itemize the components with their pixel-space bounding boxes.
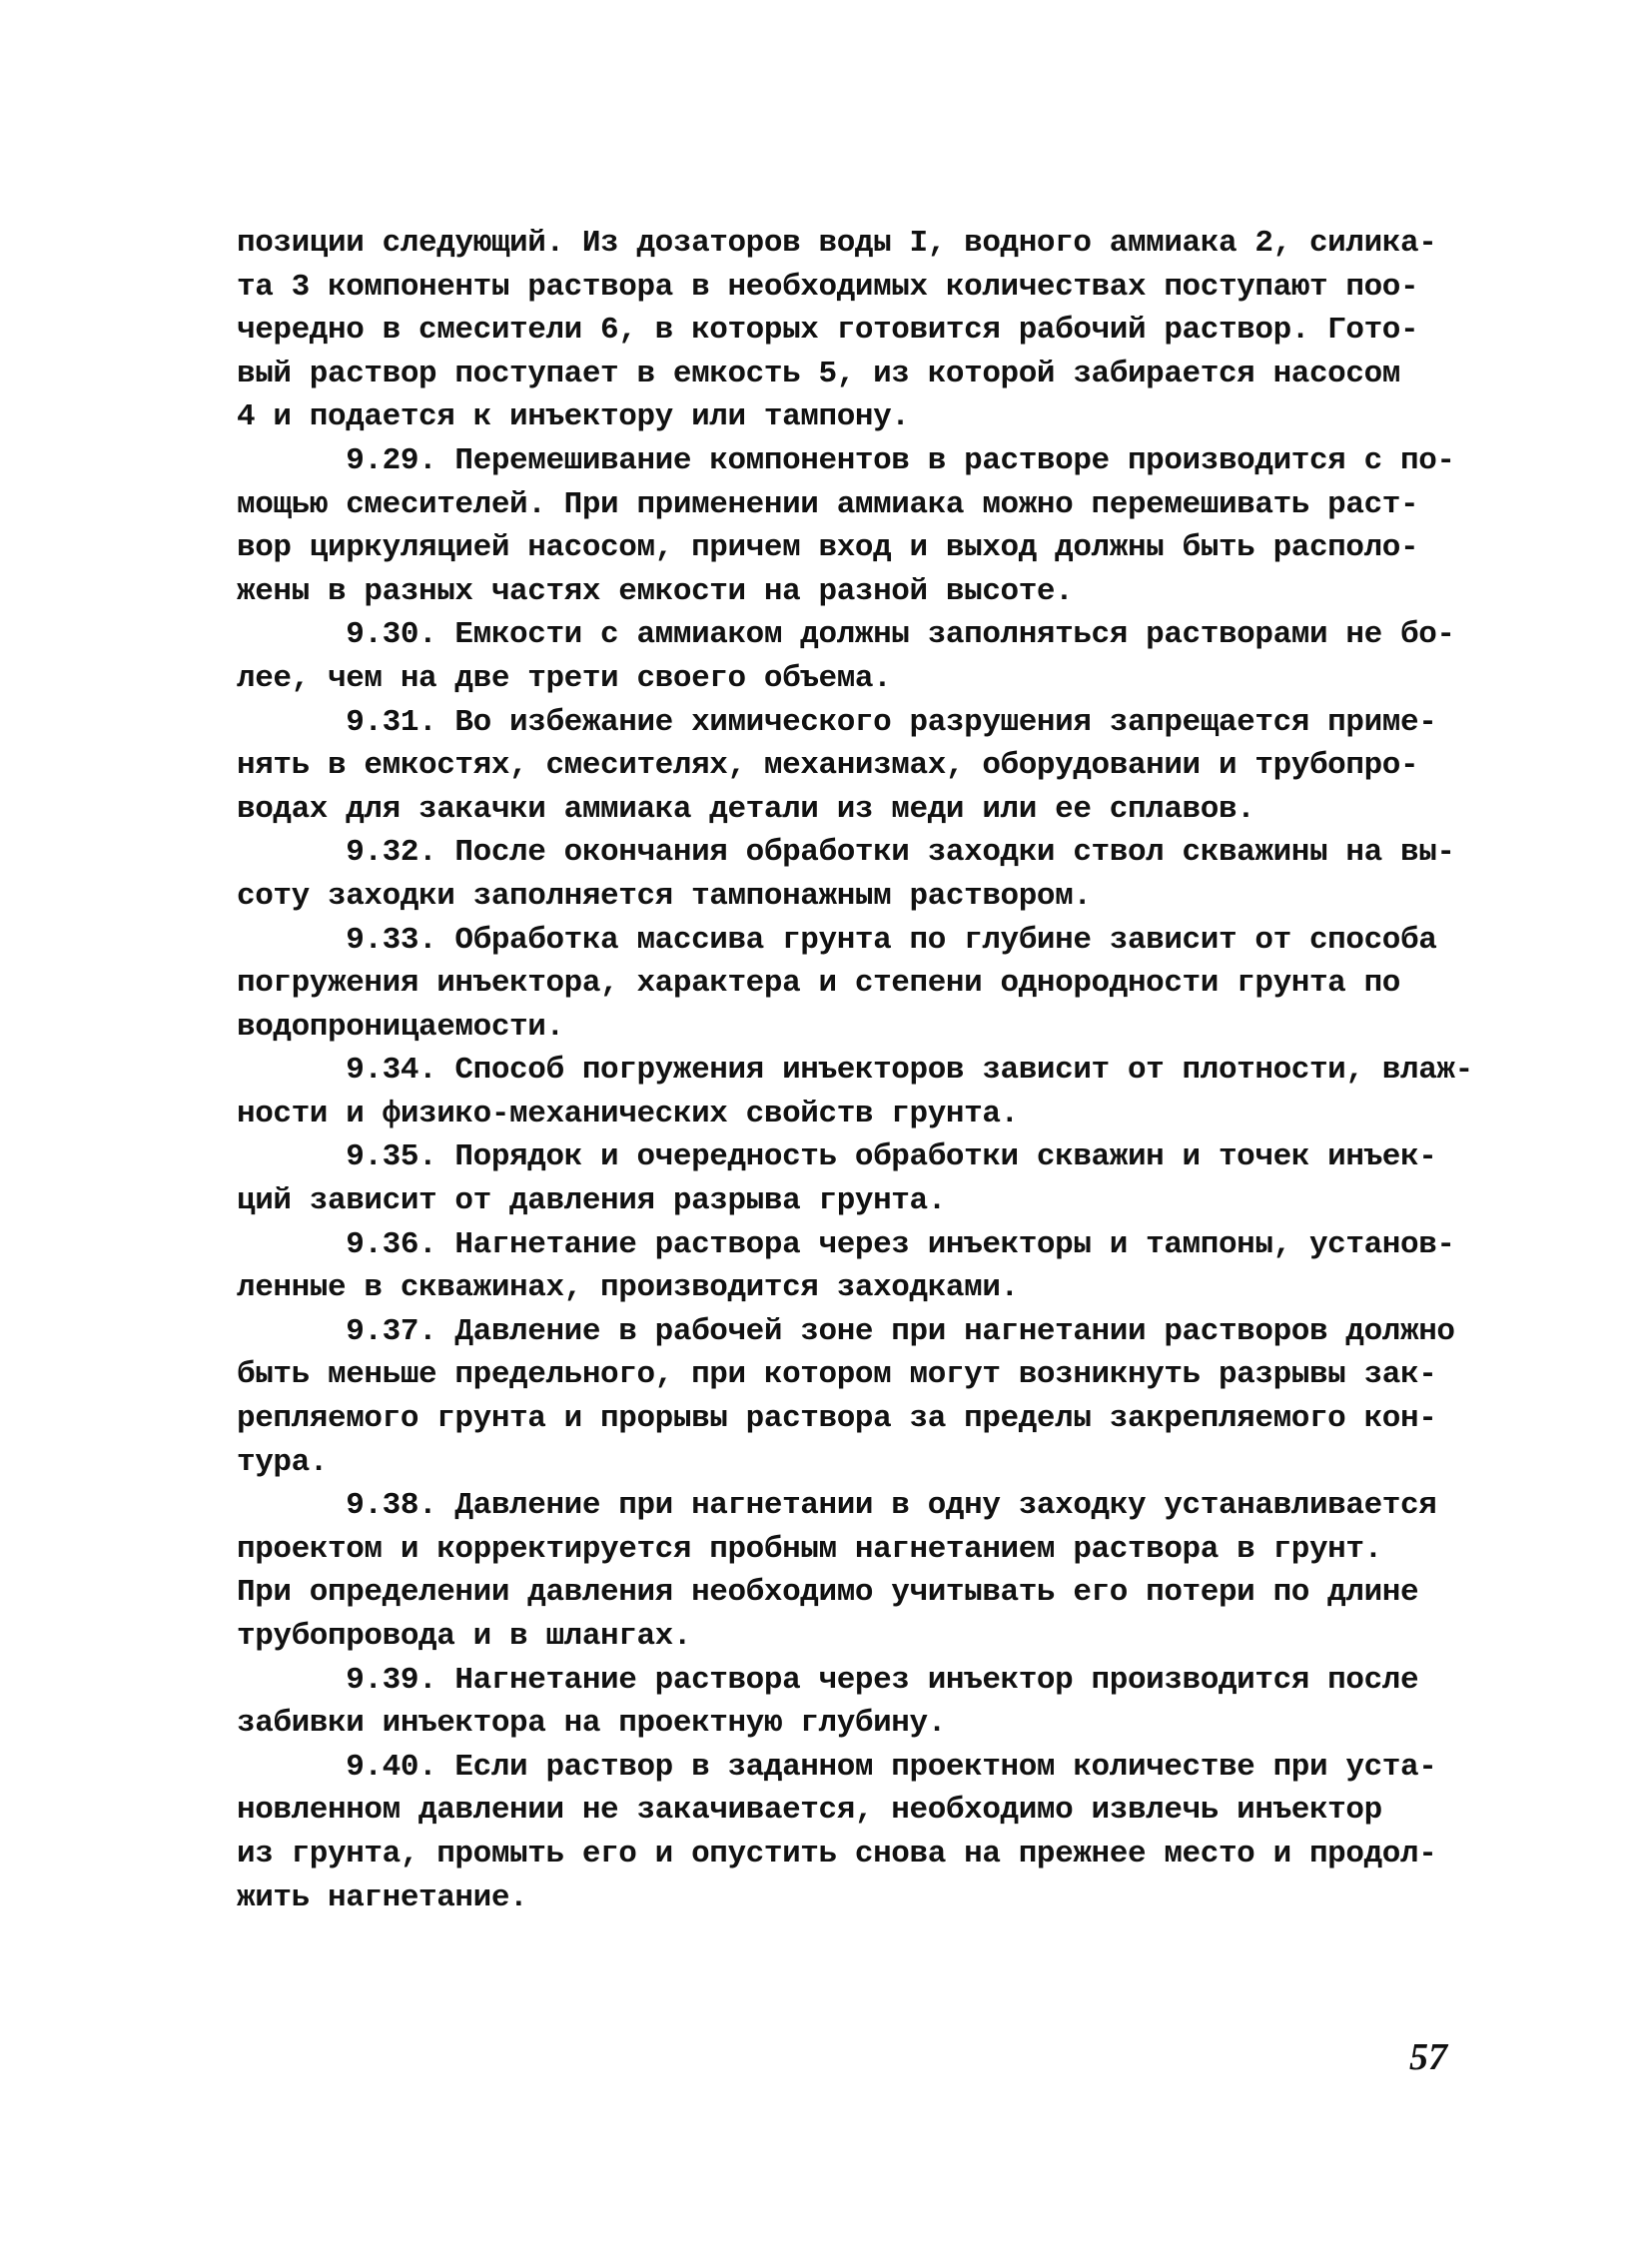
text-line: 9.32. После окончания обработки заходки ствол скважины на вы- (237, 835, 1455, 871)
text-line: тура. (237, 1444, 329, 1480)
text-line: 9.40. Если раствор в заданном проектном количестве при уста- (237, 1749, 1437, 1785)
text-line: вор циркуляцией насосом, причем вход и выход должны быть располо- (237, 530, 1419, 566)
text-line: 4 и подается к инъектору или тампону. (237, 399, 910, 435)
text-line: вый раствор поступает в емкость 5, из которой забирается насосом (237, 356, 1400, 391)
text-line: соту заходки заполняется тампонажным раствором. (237, 878, 1092, 914)
text-line: 9.35. Порядок и очередность обработки скважин и точек инъек- (237, 1139, 1437, 1175)
text-line: чередно в смесители 6, в которых готовится рабочий раствор. Гото- (237, 313, 1419, 349)
text-line: 9.31. Во избежание химического разрушения запрещается приме- (237, 704, 1437, 740)
text-line: 9.30. Емкости с аммиаком должны заполняться растворами не бо- (237, 617, 1455, 653)
text-line: новленном давлении не закачивается, необходимо извлечь инъектор (237, 1793, 1382, 1829)
text-line: позиции следующий. Из дозаторов воды I, водного аммиака 2, силика- (237, 226, 1437, 261)
text-line: нять в емкостях, смесителях, механизмах, оборудовании и трубопро- (237, 748, 1419, 784)
text-line: 9.29. Перемешивание компонентов в растворе производится с по- (237, 442, 1455, 478)
text-line: водопроницаемости. (237, 1009, 564, 1045)
text-line: ций зависит от давления разрыва грунта. (237, 1183, 946, 1219)
text-line: жены в разных частях емкости на разной высоте. (237, 573, 1074, 609)
text-line: 9.39. Нагнетание раствора через инъектор производится после (237, 1662, 1419, 1698)
text-line: 9.36. Нагнетание раствора через инъекторы и тампоны, установ- (237, 1226, 1455, 1262)
text-line: ленные в скважинах, производится заходками. (237, 1270, 1019, 1306)
text-line: При определении давления необходимо учитывать его потери по длине (237, 1575, 1419, 1611)
text-line: ности и физико-механических свойств грунта. (237, 1096, 1019, 1131)
page-number: 57 (1409, 2036, 1447, 2078)
text-line: 9.37. Давление в рабочей зоне при нагнетании растворов должно (237, 1313, 1455, 1349)
text-line: проектом и корректируется пробным нагнетанием раствора в грунт. (237, 1531, 1382, 1567)
text-line: из грунта, промыть его и опустить снова на прежнее место и продол- (237, 1836, 1437, 1871)
text-line: та 3 компоненты раствора в необходимых количествах поступают поо- (237, 269, 1419, 305)
body-text (237, 222, 1473, 1919)
text-line: 9.38. Давление при нагнетании в одну заходку устанавливается (237, 1488, 1437, 1524)
text-line: забивки инъектора на проектную глубину. (237, 1706, 946, 1742)
text-line: жить нагнетание. (237, 1879, 528, 1915)
text-line: погружения инъектора, характера и степени однородности грунта по (237, 966, 1400, 1002)
text-line: мощью смесителей. При применении аммиака можно перемешивать раст- (237, 486, 1419, 522)
text-line: 9.33. Обработка массива грунта по глубине зависит от способа (237, 922, 1437, 958)
text-line: репляемого грунта и прорывы раствора за пределы закрепляемого кон- (237, 1401, 1437, 1437)
text-line: лее, чем на две трети своего объема. (237, 660, 892, 696)
text-line: быть меньше предельного, при котором могут возникнуть разрывы зак- (237, 1357, 1437, 1393)
text-line: водах для закачки аммиака детали из меди или ее сплавов. (237, 791, 1255, 827)
text-line: трубопровода и в шлангах. (237, 1619, 692, 1654)
text-line: 9.34. Способ погружения инъекторов зависит от плотности, влаж- (237, 1053, 1473, 1089)
